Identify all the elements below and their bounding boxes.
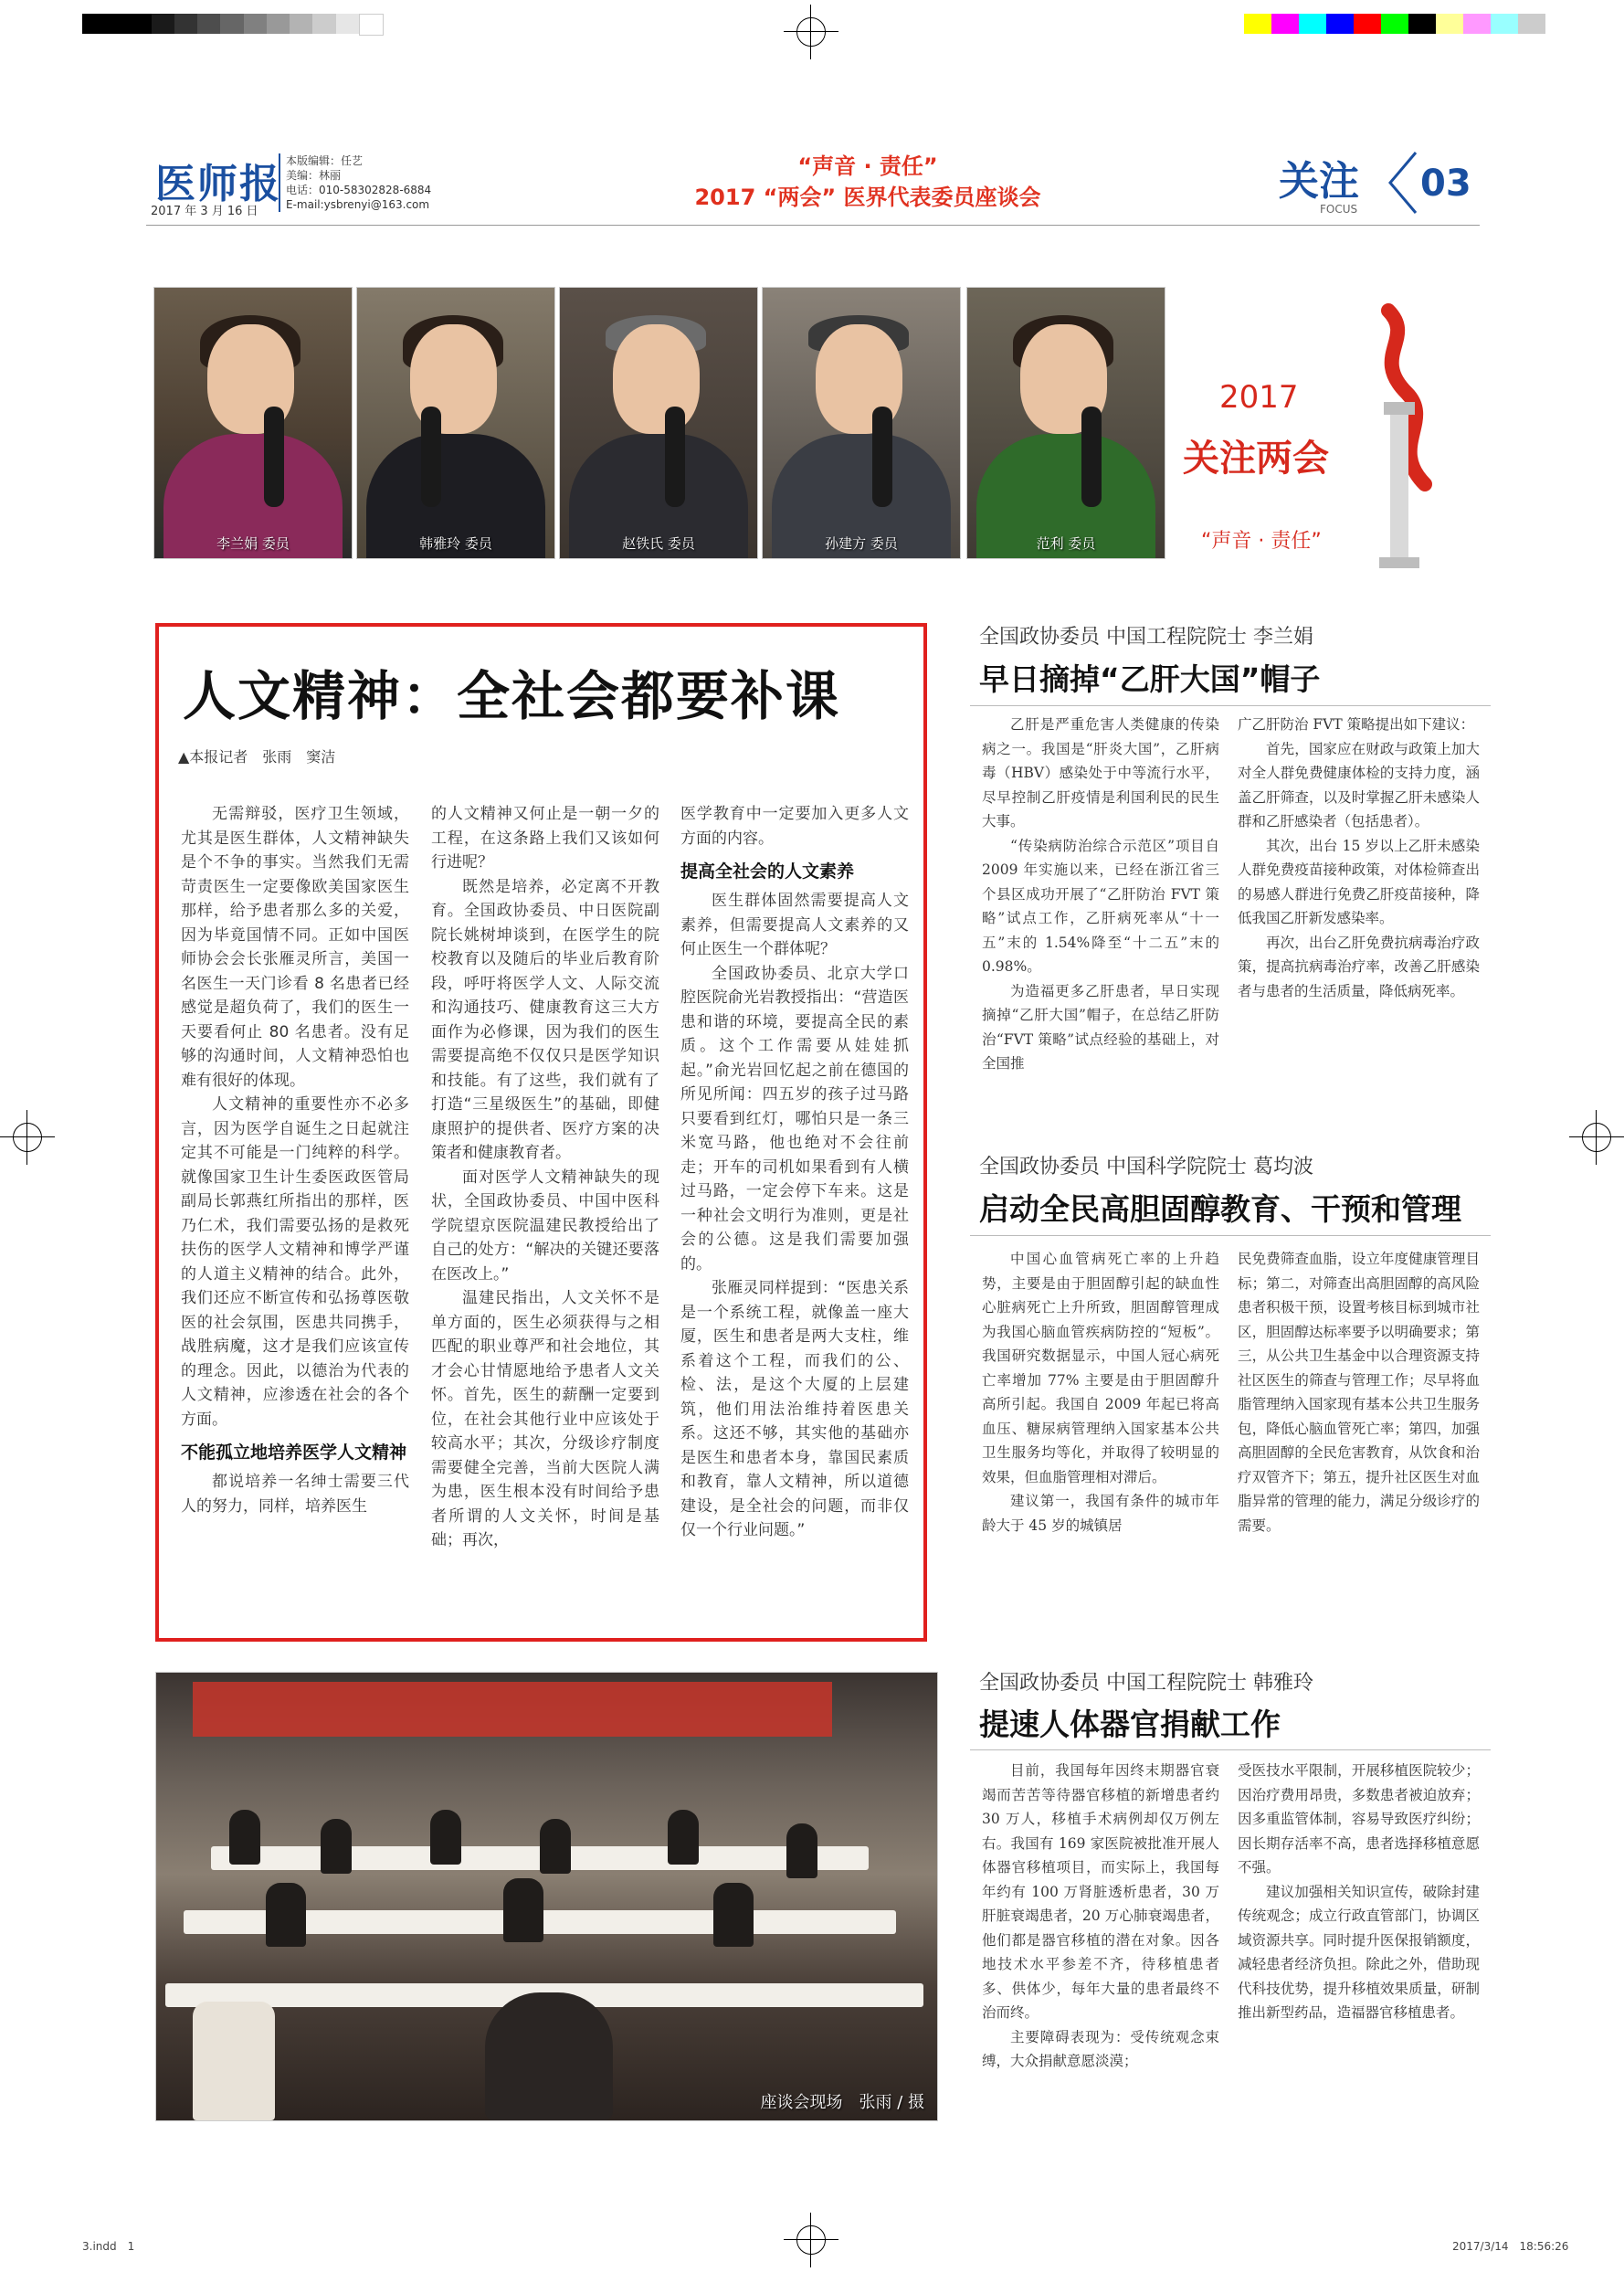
paragraph: 建议第一，我国有条件的城市年龄大于 45 岁的城镇居 <box>982 1493 1219 1534</box>
paragraph: 都说培养一名绅士需要三代人的努力，同样，培养医生 <box>181 1473 409 1516</box>
portrait-caption: 孙建方 委员 <box>825 535 898 552</box>
registration-mark-left <box>0 1110 55 1165</box>
registration-mark-right <box>1569 1110 1624 1165</box>
paragraph: 无需辩驳，医疗卫生领域，尤其是医生群体，人文精神缺失是个不争的事实。当然我们无需苛责医生一定要像欧美国家医生那样，给予患者那么多的关爱，因为毕竟国情不同。正如中国医师协会会长张雁灵所言，美国一名医生一天门诊看 8 名患者已经感觉是超负荷了，我们的医生一天要看何止 80 名患者。没有足够的沟通时间，人文精神恐怕也难有很好的体现。 <box>181 805 409 1090</box>
article-c-column-1 <box>982 1759 1219 2074</box>
editor-info <box>279 153 431 212</box>
registration-mark-top <box>784 5 838 59</box>
file-slug: 3.indd 1 <box>82 2240 135 2253</box>
paragraph: 温建民指出，人文关怀不是单方面的，医生必须获得与之相匹配的职业尊严和社会地位，其才会心甘情愿地给予患者人文关怀。首先，医生的薪酬一定要到位，在社会其他行业中应该处于较高水平；其次，分级诊疗制度需要健全完善，当前大医院人满为患，医生根本没有时间给予患者所谓的人文关怀，时间是基础；再次， <box>431 1289 659 1549</box>
paragraph: 首先，国家应在财政与政策上加大对全人群免费健康体检的支持力度，涵盖乙肝筛查，以及时掌握乙肝未感染人群和乙肝感染者（包括患者）。 <box>1238 740 1480 830</box>
paragraph: 面对医学人文精神缺失的现状，全国政协委员、中国中医科学院望京医院温建民教授给出了自己的处方：“解决的关键还要落在医改上。” <box>431 1168 659 1284</box>
paragraph: 张雁灵同样提到：“医患关系是一个系统工程，就像盖一座大厦，医生和患者是两大支柱，维系着这个工程，而我们的公、检、法，是这个大厦的上层建筑，他们用法治维持着医患关系。这还不够，其实他的基础亦是医生和患者本身，靠国民素质和教育，靠人文精神，所以道德建设，是全社会的问题，而非仅仅一个行业问题。” <box>680 1279 909 1539</box>
main-article-byline: ▲本报记者 张雨 窦洁 <box>178 748 336 766</box>
issue-date: 2017 年 3 月 16 日 <box>151 205 258 218</box>
main-article-column-2 <box>431 802 659 1553</box>
email-line: E-mail:ysbrenyi@163.com <box>286 198 430 211</box>
paragraph: 为造福更多乙肝患者，早日实现摘掉“乙肝大国”帽子，在总结乙肝防治“FVT 策略”试点经验的基础上，对全国推 <box>982 982 1219 1072</box>
article-b-title: 启动全民高胆固醇教育、干预和管理 <box>979 1191 1461 1227</box>
portrait-photo <box>762 287 961 559</box>
color-bar <box>1244 14 1545 34</box>
article-c-title: 提速人体器官捐献工作 <box>979 1707 1281 1742</box>
paragraph: 既然是培养，必定离不开教育。全国政协委员、中日医院副院长姚树坤谈到，在医学生的院校教育以及随后的毕业后教育阶段，呼吁将医学人文、人际交流和沟通技巧、健康教育这三大方面作为必修课，因为我们的医生需要提高绝不仅仅只是医学知识和技能。有了这些，我们就有了打造“三星级医生”的基础，即健康照护的提供者、医疗方案的决策者和健康教育者。 <box>431 877 659 1162</box>
header-line-2: 2017 “两会” 医界代表委员座谈会 <box>694 185 1041 210</box>
paragraph: 主要障碍表现为：受传统观念束缚，大众捐献意愿淡漠； <box>982 2028 1219 2069</box>
paragraph: 民免费筛查血脂，设立年度健康管理目标；第二，对筛查出高胆固醇的高风险患者积极干预，设置考核目标到城市社区，胆固醇达标率要予以明确要求；第三，从公共卫生基金中以合理资源支持社区医生的筛查与管理工作；尽早将血脂管理纳入国家现有基本公共卫生服务包，降低心脑血管死亡率；第四，加强高胆固醇的全民危害教育，从饮食和治疗双管齐下；第五，提升社区医生对血脂异常的管理的能力，满足分级诊疗的需要。 <box>1238 1251 1480 1534</box>
section-name: 关注 <box>1279 158 1359 205</box>
article-b-column-2 <box>1238 1247 1480 1538</box>
header-rule <box>146 225 1480 226</box>
main-article-column-3 <box>680 802 909 1543</box>
divider <box>970 1749 1491 1750</box>
main-article-title: 人文精神：全社会都要补课 <box>183 665 841 727</box>
designer-line: 美编：林丽 <box>286 169 342 182</box>
portrait-photo <box>966 287 1165 559</box>
subheading: 不能孤立地培养医学人文精神 <box>181 1442 407 1463</box>
portrait-caption: 赵铁氏 委员 <box>622 535 695 552</box>
paragraph: 目前，我国每年因终末期器官衰竭而苦苦等待器官移植的新增患者约 30 万人，移植手术病例却仅万例左右。我国有 169 家医院被批准开展人体器官移植项目，而实际上，我国每年约有 100 万肾脏透析患者，30 万肝脏衰竭患者，20 万心肺衰竭患者，他们都是器官移植的潜在对象。因各地技术水平参差不齐，待移植患者多、供体少，每年大量的患者最终不治而终。 <box>982 1762 1219 2021</box>
paragraph: 建议加强相关知识宣传，破除封建传统观念；成立行政直管部门，协调区域资源共享。同时提升医保报销额度，减轻患者经济负担。除此之外，借助现代科技优势，提升移植效果质量，研制推出新型药品，造福器官移植患者。 <box>1238 1883 1480 2021</box>
paragraph: 再次，出台乙肝免费抗病毒治疗政策，提高抗病毒治疗率，改善乙肝感染者与患者的生活质量，降低病死率。 <box>1238 934 1480 999</box>
paragraph: 其次，出台 15 岁以上乙肝未感染人群免费疫苗接种政策，对体检筛查出的易感人群进行免费乙肝疫苗接种，降低我国乙肝新发感染率。 <box>1238 837 1480 926</box>
registration-mark-bottom <box>784 2213 838 2267</box>
portrait-caption: 韩雅玲 委员 <box>419 535 492 552</box>
portrait-caption: 李兰娟 委员 <box>216 535 290 552</box>
article-b-kicker: 全国政协委员 中国科学院院士 葛均波 <box>979 1156 1313 1178</box>
paragraph: 人文精神的重要性亦不必多言，因为医学自诞生之日起就注定其不可能是一门纯粹的科学。就像国家卫生计生委医政医管局副局长郭燕红所指出的那样，医乃仁术，我们需要弘扬的是救死扶伤的医学人文精神和博学严谨的人道主义精神的结合。此外，我们还应不断宣传和弘扬尊医敬医的社会氛围，医患共同携手，战胜病魔，这才是我们应该宣传的理念。因此，以德治为代表的人文精神，应渗透在社会的各个方面。 <box>181 1095 409 1429</box>
portrait-photo <box>153 287 353 559</box>
phone-line: 电话：010-58302828-6884 <box>286 184 432 196</box>
print-timestamp: 2017/3/14 18:56:26 <box>1452 2240 1569 2253</box>
editor-line: 本版编辑：任艺 <box>286 154 364 167</box>
divider <box>970 1235 1491 1236</box>
article-c-column-2 <box>1238 1759 1480 2025</box>
paragraph: 乙肝是严重危害人类健康的传染病之一。我国是“肝炎大国”，乙肝病毒（HBV）感染处于中等流行水平，尽早控制乙肝疫情是利国利民的民生大事。 <box>982 716 1219 830</box>
article-b-column-1 <box>982 1247 1219 1538</box>
article-c-kicker: 全国政协委员 中国工程院院士 韩雅玲 <box>979 1672 1313 1695</box>
ribbon-pillar-icon <box>1334 301 1461 576</box>
paragraph: 受医技水平限制，开展移植医院较少；因治疗费用昂贵，多数患者被迫放弃；因多重监管体制，容易导致医疗纠纷；因长期存活率不高，患者选择移植意愿不强。 <box>1238 1762 1480 1876</box>
article-a-kicker: 全国政协委员 中国工程院院士 李兰娟 <box>979 626 1313 649</box>
paragraph: “传染病防治综合示范区”项目自 2009 年实施以来，已经在浙江省三个县区成功开展了“乙肝防治 FVT 策略”试点工作，乙肝病死率从“十一五”末的 1.54%降至“十二五”末的 0.98%。 <box>982 837 1219 975</box>
paragraph: 的人文精神又何止是一朝一夕的工程，在这条路上我们又该如何行进呢？ <box>431 805 659 872</box>
paragraph: 医生群体固然需要提高人文素养，但需要提高人文素养的又何止医生一个群体呢？ <box>680 892 909 958</box>
grayscale-bar <box>82 14 384 34</box>
meeting-photo-caption: 座谈会现场 张雨 / 摄 <box>760 2093 924 2112</box>
header-line-1: “声音 · 责任” <box>797 153 938 179</box>
article-a-title: 早日摘掉“乙肝大国”帽子 <box>979 661 1321 697</box>
page-number: 03 <box>1420 163 1471 205</box>
meeting-photo <box>155 1672 938 2121</box>
event-year: 2017 <box>1219 379 1299 416</box>
paragraph: 中国心血管病死亡率的上升趋势，主要是由于胆固醇引起的缺血性心脏病死亡上升所致，胆固醇管理成为我国心脑血管疾病防控的“短板”。我国研究数据显示，中国人冠心病死亡率增加 77% 主要是由于胆固醇升高所引起。我国自 2009 年起已将高血压、糖尿病管理纳入国家基本公共卫生服务均等化，并取得了较明显的效果，但血脂管理相对滞后。 <box>982 1251 1219 1485</box>
event-logo-subtitle: “声音 · 责任” <box>1201 530 1322 553</box>
article-a-column-1 <box>982 713 1219 1076</box>
paragraph: 医学教育中一定要加入更多人文方面的内容。 <box>680 805 909 848</box>
main-article-column-1 <box>181 802 409 1518</box>
divider <box>970 705 1491 706</box>
paragraph: 广乙肝防治 FVT 策略提出如下建议： <box>1238 716 1475 733</box>
portrait-caption: 范利 委员 <box>1036 535 1096 552</box>
paragraph: 全国政协委员、北京大学口腔医院俞光岩教授指出：“营造医患和谐的环境，要提高全民的素质。这个工作需要从娃娃抓起。”俞光岩回忆起之前在德国的所见所闻：四五岁的孩子过马路只要看到红灯，哪怕只是一条三米宽马路，他也绝对不会往前走；开车的司机如果看到有人横过马路，一定会停下车来。这是一种社会文明行为准则，更是社会的公德。这是我们需要加强的。 <box>680 964 909 1273</box>
portrait-photo <box>356 287 555 559</box>
page-header-title <box>585 151 1151 213</box>
portrait-photo <box>559 287 758 559</box>
newspaper-logo: 医师报 <box>155 161 281 207</box>
article-a-column-2 <box>1238 713 1480 1003</box>
section-name-en: FOCUS <box>1320 203 1358 216</box>
event-logo-title: 关注两会 <box>1183 437 1329 480</box>
subheading: 提高全社会的人文素养 <box>680 861 855 882</box>
